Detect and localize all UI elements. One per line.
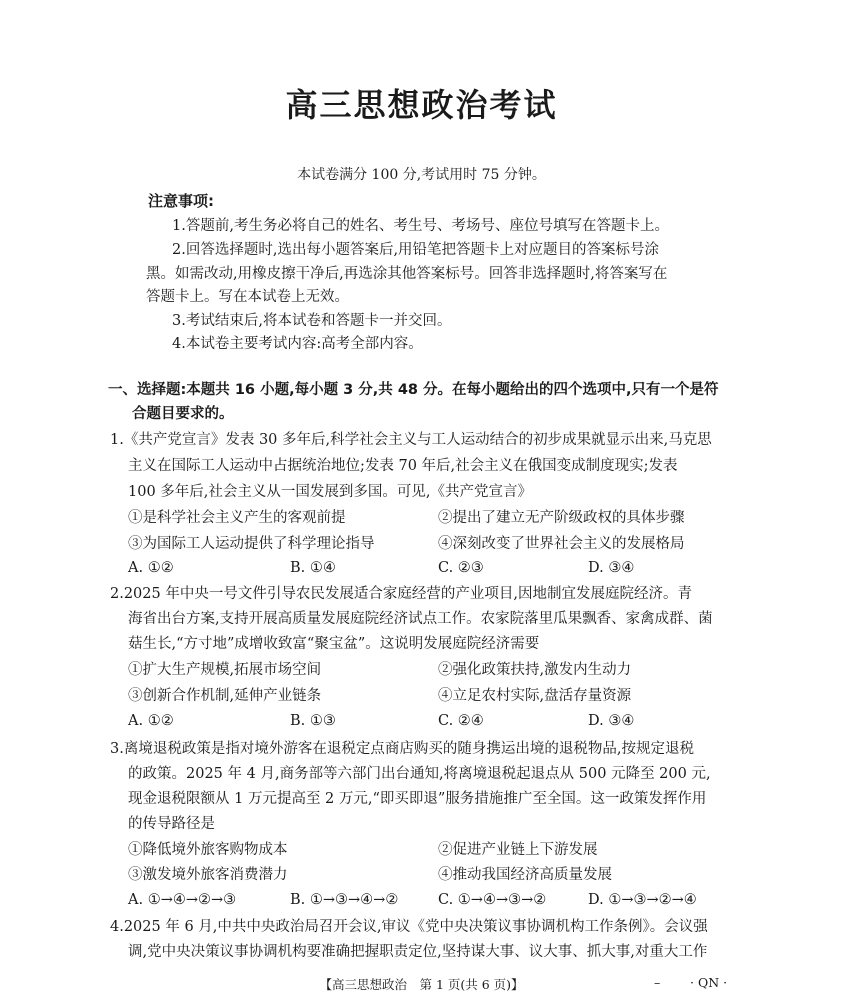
- section-heading: 一、选择题:本题共 16 小题,每小题 3 分,共 48 分。在每小题给出的四个选项中,只有一个是符: [108, 382, 719, 398]
- q2-choice-c: C. ②④: [438, 713, 484, 729]
- notice-heading: 注意事项:: [148, 192, 214, 210]
- q2-stem: 2.2025 年中央一号文件引导农民发展适合家庭经营的产业项目,因地制宜发展庭院经济。青: [110, 586, 692, 602]
- notice-line: 2.回答选择题时,选出每小题答案后,用铅笔把答题卡上对应题目的答案标号涂: [172, 242, 660, 258]
- notice-line: 答题卡上。写在本试卷上无效。: [146, 289, 349, 305]
- q3-stem: 的政策。2025 年 4 月,商务部等六部门出台通知,将离境退税起退点从 500 元降至 200 元,: [128, 766, 711, 782]
- q3-choice-d: D. ①→③→②→④: [588, 892, 697, 908]
- exam-title: 高三思想政治考试: [285, 86, 558, 124]
- q3-choice-c: C. ①→④→③→②: [438, 892, 547, 908]
- q4-stem: 调,党中央决策议事协调机构要准确把握职责定位,坚持谋大事、议大事、抓大事,对重大工作: [128, 944, 708, 960]
- q3-statement-2: ②促进产业链上下游发展: [438, 842, 598, 858]
- notice-line: 3.考试结束后,将本试卷和答题卡一并交回。: [172, 313, 452, 329]
- q1-stem: 1.《共产党宣言》发表 30 多年后,科学社会主义与工人运动结合的初步成果就显示出来,马克思: [110, 432, 712, 448]
- q3-choice-b: B. ①→③→④→②: [290, 892, 399, 908]
- q2-choice-d: D. ③④: [588, 713, 635, 729]
- q1-choice-d: D. ③④: [588, 560, 635, 576]
- footer-dash: –: [654, 975, 661, 990]
- q1-stem: 主义在国际工人运动中占据统治地位;发表 70 年后,社会主义在俄国变成制度现实;发表: [128, 458, 678, 474]
- q1-statement-3: ③为国际工人运动提供了科学理论指导: [128, 536, 375, 552]
- page-footer: 【高三思想政治 第 1 页(共 6 页)】: [319, 977, 524, 992]
- q1-stem: 100 多年后,社会主义从一国发展到多国。可见,《共产党宣言》: [128, 484, 533, 500]
- q1-statement-1: ①是科学社会主义产生的客观前提: [128, 510, 346, 526]
- section-heading-cont: 合题目要求的。: [132, 406, 234, 422]
- q1-choice-a: A. ①②: [128, 560, 174, 576]
- notice-line: 4.本试卷主要考试内容:高考全部内容。: [172, 336, 423, 352]
- q3-statement-4: ④推动我国经济高质量发展: [438, 867, 612, 883]
- footer-code: · QN ·: [690, 975, 728, 990]
- q2-choice-b: B. ①③: [290, 713, 336, 729]
- q2-choice-a: A. ①②: [128, 713, 174, 729]
- q1-statement-2: ②提出了建立无产阶级政权的具体步骤: [438, 510, 685, 526]
- q2-statement-3: ③创新合作机制,延伸产业链条: [128, 688, 322, 704]
- q3-stem: 现金退税限额从 1 万元提高至 2 万元,“即买即退”服务措施推广至全国。这一政策发挥作用: [128, 791, 707, 807]
- q2-stem: 海省出台方案,支持开展高质量发展庭院经济试点工作。农家院落里瓜果飘香、家禽成群、菌: [128, 611, 713, 627]
- exam-subtitle: 本试卷满分 100 分,考试用时 75 分钟。: [297, 167, 546, 183]
- q1-statement-4: ④深刻改变了世界社会主义的发展格局: [438, 536, 685, 552]
- q3-stem: 3.离境退税政策是指对境外游客在退税定点商店购买的随身携运出境的退税物品,按规定退税: [110, 741, 694, 757]
- q3-statement-1: ①降低境外旅客购物成本: [128, 842, 288, 858]
- q2-statement-1: ①扩大生产规模,拓展市场空间: [128, 662, 322, 678]
- notice-line: 黑。如需改动,用橡皮擦干净后,再选涂其他答案标号。回答非选择题时,将答案写在: [146, 266, 668, 282]
- q3-statement-3: ③激发境外旅客消费潜力: [128, 867, 288, 883]
- q4-stem: 4.2025 年 6 月,中共中央政治局召开会议,审议《党中央决策议事协调机构工作条例》。会议强: [110, 919, 708, 935]
- q2-statement-4: ④立足农村实际,盘活存量资源: [438, 688, 632, 704]
- q2-statement-2: ②强化政策扶持,激发内生动力: [438, 662, 632, 678]
- q1-choice-b: B. ①④: [290, 560, 336, 576]
- notice-line: 1.答题前,考生务必将自己的姓名、考生号、考场号、座位号填写在答题卡上。: [172, 218, 669, 234]
- q3-choice-a: A. ①→④→②→③: [128, 892, 237, 908]
- q1-choice-c: C. ②③: [438, 560, 484, 576]
- q3-stem: 的传导路径是: [128, 816, 215, 832]
- q2-stem: 菇生长,“方寸地”成增收致富“聚宝盆”。这说明发展庭院经济需要: [128, 636, 540, 652]
